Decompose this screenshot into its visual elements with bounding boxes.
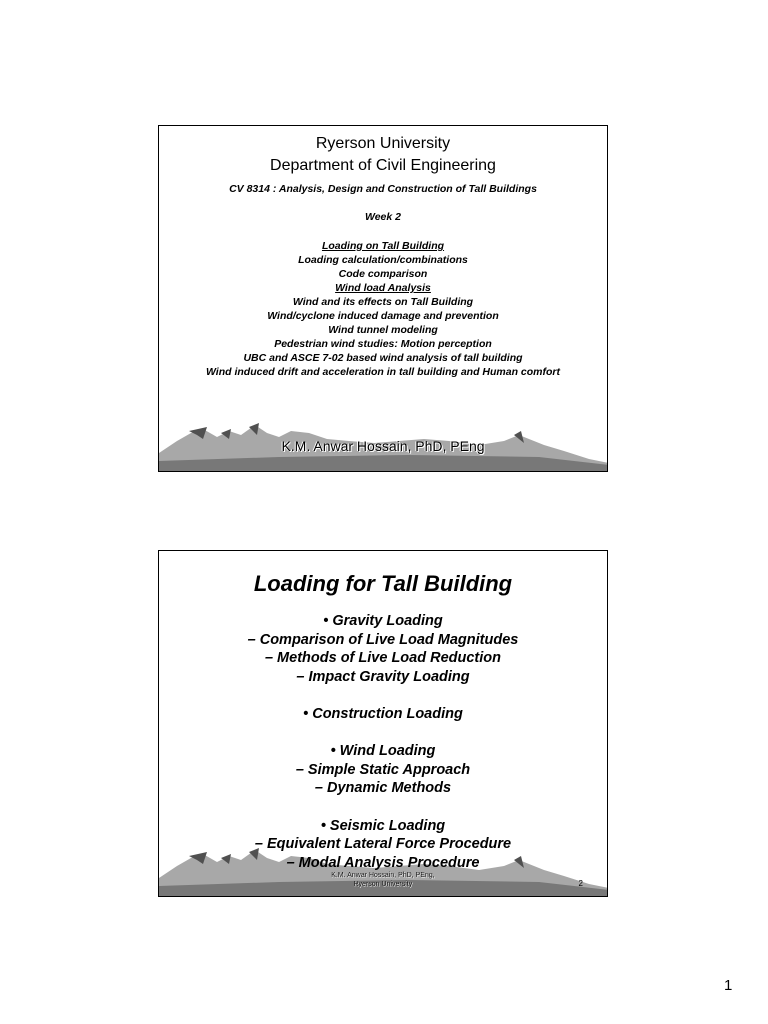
slide-2-title: Loading for Tall Building: [253, 571, 513, 596]
bullet-item: • Gravity Loading: [323, 613, 443, 629]
university-name: Ryerson University: [315, 135, 451, 152]
topic-list: [159, 239, 607, 379]
footer-university: Ryerson University: [353, 881, 413, 888]
bullet-item: • Wind Loading: [330, 743, 436, 760]
sub-bullet-item: – Methods of Live Load Reduction: [264, 650, 502, 667]
department-name: Department of Civil Engineering: [270, 157, 496, 174]
page-number: 1: [724, 977, 733, 994]
topic-item: Wind/cyclone induced damage and prevention: [267, 310, 499, 322]
bullet-list: [159, 612, 607, 872]
topic-item: UBC and ASCE 7-02 based wind analysis of tall building: [243, 352, 523, 364]
topic-item: Wind induced drift and acceleration in tall building and Human comfort: [205, 366, 560, 378]
slide-1-title: [159, 133, 607, 177]
sub-bullet-item: – Simple Static Approach: [295, 761, 471, 778]
bullet-item: • Seismic Loading: [320, 817, 446, 834]
topic-item: Loading calculation/combinations: [298, 254, 468, 266]
footer-author: K.M. Anwar Hossain, PhD, PEng,: [331, 872, 435, 879]
topic-item: Code comparison: [338, 268, 428, 280]
topic-heading: Wind load Analysis: [335, 282, 431, 294]
slide-1: [158, 125, 608, 472]
slide-number: 2: [578, 879, 583, 888]
topic-item: Wind tunnel modeling: [328, 324, 438, 336]
sub-bullet-item: – Impact Gravity Loading: [296, 668, 470, 685]
author-name: K.M. Anwar Hossain, PhD, PEng: [281, 438, 485, 454]
week-label: Week 2: [365, 211, 401, 223]
topic-item: Pedestrian wind studies: Motion perception: [274, 338, 492, 350]
bullet-item: • Construction Loading: [303, 705, 463, 722]
slide-2: [158, 550, 608, 897]
sub-bullet-item: – Dynamic Methods: [314, 780, 452, 797]
course-title: CV 8314 : Analysis, Design and Construction of Tall Buildings: [229, 183, 537, 195]
sub-bullet-item: – Comparison of Live Load Magnitudes: [247, 631, 519, 648]
topic-item: Wind and its effects on Tall Building: [292, 296, 474, 308]
slide-footer: [159, 871, 607, 889]
topic-heading: Loading on Tall Building: [321, 240, 445, 252]
sub-bullet-item: – Equivalent Lateral Force Procedure: [254, 836, 512, 853]
sub-bullet-item: – Modal Analysis Procedure: [286, 854, 480, 871]
